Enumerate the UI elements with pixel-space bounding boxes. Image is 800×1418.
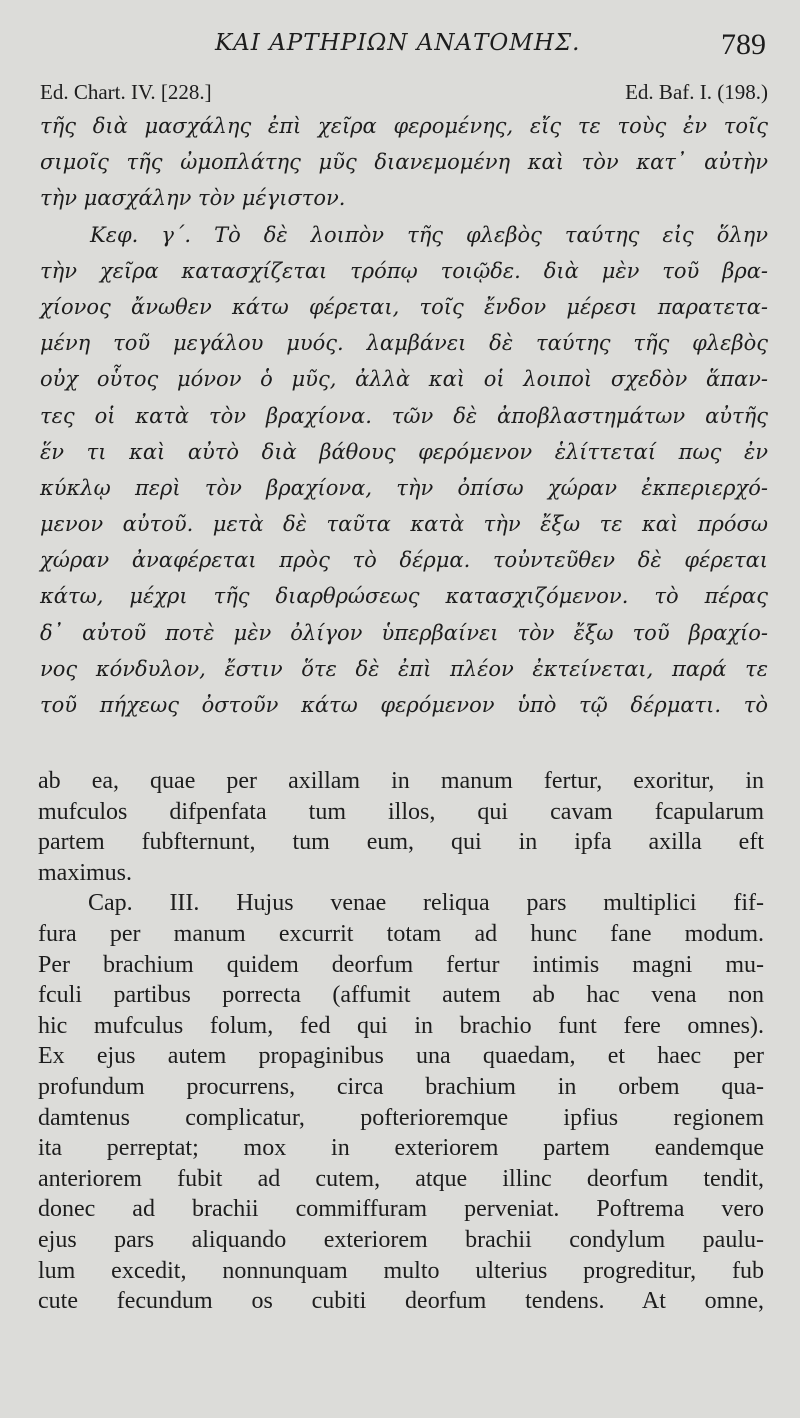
latin-line: damtenus complicatur, pofterioremque ipfius regionem xyxy=(38,1104,764,1131)
greek-line: ἕν τι καὶ αὐτὸ διὰ βάθους φερόμενον ἑλίττεταί πως ἐν xyxy=(40,439,768,464)
greek-line: κύκλῳ περὶ τὸν βραχίονα, τὴν ὀπίσω χώραν ἐκπεριερχό- xyxy=(40,475,768,500)
latin-line: hic mufculus folum, fed qui in brachio funt fere omnes). xyxy=(38,1012,764,1039)
greek-line: τῆς διὰ μασχάλης ἐπὶ χεῖρα φερομένης, εἴς τε τοὺς ἐν τοῖς xyxy=(40,114,768,138)
edition-reference xyxy=(40,80,768,110)
greek-line: χώραν ἀναφέρεται πρὸς τὸ δέρμα. τοὐντεῦθεν δὲ φέρεται xyxy=(40,548,768,573)
latin-line: donec ad brachii commiffuram perveniat. Poftrema vero xyxy=(38,1196,764,1223)
latin-line: ita perreptat; mox in exteriorem partem eandemque xyxy=(38,1135,764,1162)
latin-line: anteriorem fubit ad cutem, atque illinc deorfum tendit, xyxy=(38,1165,764,1192)
latin-line: mufculos difpenfata tum illos, qui cavam fcapularum xyxy=(38,798,764,825)
latin-line: partem fubfternunt, tum eum, qui in ipfa axilla eft xyxy=(38,829,764,856)
latin-line: fculi partibus porrecta (affumit autem ab hac vena non xyxy=(38,982,764,1009)
greek-line: κάτω, μέχρι τῆς διαρθρώσεως κατασχιζόμενον. τὸ πέρας xyxy=(40,584,768,609)
greek-line: νος κόνδυλον, ἔστιν ὅτε δὲ ἐπὶ πλέον ἐκτείνεται, παρά τε xyxy=(40,656,768,681)
latin-line: lum excedit, nonnunquam multo ulterius progreditur, fub xyxy=(38,1257,764,1284)
edition-basel-reference: Ed. Baf. I. (198.) xyxy=(625,80,768,104)
greek-line: τὴν χεῖρα κατασχίζεται τρόπῳ τοιῷδε. διὰ μὲν τοῦ βρα- xyxy=(40,258,768,283)
latin-line: cute fecundum os cubiti deorfum tendens. At omne, xyxy=(38,1288,764,1315)
latin-line: fura per manum excurrit totam ad hunc fane modum. xyxy=(38,920,764,947)
greek-line: τοῦ πήχεως ὀστοῦν κάτω φερόμενον ὑπὸ τῷ δέρματι. τὸ xyxy=(40,693,768,717)
edition-chart-reference: Ed. Chart. IV. [228.] xyxy=(40,80,212,104)
latin-line: Ex ejus autem propaginibus una quaedam, et haec per xyxy=(38,1043,764,1070)
latin-line: ejus pars aliquando exteriorem brachii condylum paulu- xyxy=(38,1226,764,1253)
greek-line: οὐχ οὗτος μόνον ὁ μῦς, ἀλλὰ καὶ οἱ λοιποὶ σχεδὸν ἅπαν- xyxy=(40,367,768,392)
greek-line: τες οἱ κατὰ τὸν βραχίονα. τῶν δὲ ἀποβλαστημάτων αὐτῆς xyxy=(40,403,768,428)
latin-line: maximus. xyxy=(38,859,132,886)
greek-line: μενον αὐτοῦ. μετὰ δὲ ταῦτα κατὰ τὴν ἔξω τε καὶ πρόσω xyxy=(40,512,768,537)
latin-line: profundum procurrens, circa brachium in orbem qua- xyxy=(38,1073,764,1100)
latin-translation xyxy=(38,766,764,1317)
greek-line: δ᾽ αὐτοῦ ποτὲ μὲν ὀλίγον ὑπερβαίνει τὸν ἔξω τοῦ βραχίο- xyxy=(40,620,768,645)
running-title: ΚΑΙ ΑΡΤΗΡΙΩΝ ΑΝΑΤΟΜΗΣ. xyxy=(215,30,581,56)
latin-line: Per brachium quidem deorfum fertur intimis magni mu- xyxy=(38,951,764,978)
greek-line: μένη τοῦ μεγάλου μυός. λαμβάνει δὲ ταύτης τῆς φλεβὸς xyxy=(40,331,768,356)
greek-chapter-heading-line: Κεφ. γ΄. Τὸ δὲ λοιπὸν τῆς φλεβὸς ταύτης εἰς ὅλην xyxy=(90,222,768,247)
greek-text xyxy=(40,108,768,723)
latin-chapter-heading-line: Cap. III. Hujus venae reliqua pars multiplici fif- xyxy=(88,890,764,917)
latin-line: ab ea, quae per axillam in manum fertur, exoritur, in xyxy=(38,768,764,794)
page-number: 789 xyxy=(721,28,766,61)
page-header xyxy=(0,28,800,68)
greek-line: χίονος ἄνωθεν κάτω φέρεται, τοῖς ἔνδον μέρεσι παρατετα- xyxy=(40,294,768,319)
greek-line: σιμοῖς τῆς ὠμοπλάτης μῦς διανεμομένη καὶ τὸν κατ᾽ αὐτὴν xyxy=(40,150,768,175)
greek-line: τὴν μασχάλην τὸν μέγιστον. xyxy=(40,186,346,211)
